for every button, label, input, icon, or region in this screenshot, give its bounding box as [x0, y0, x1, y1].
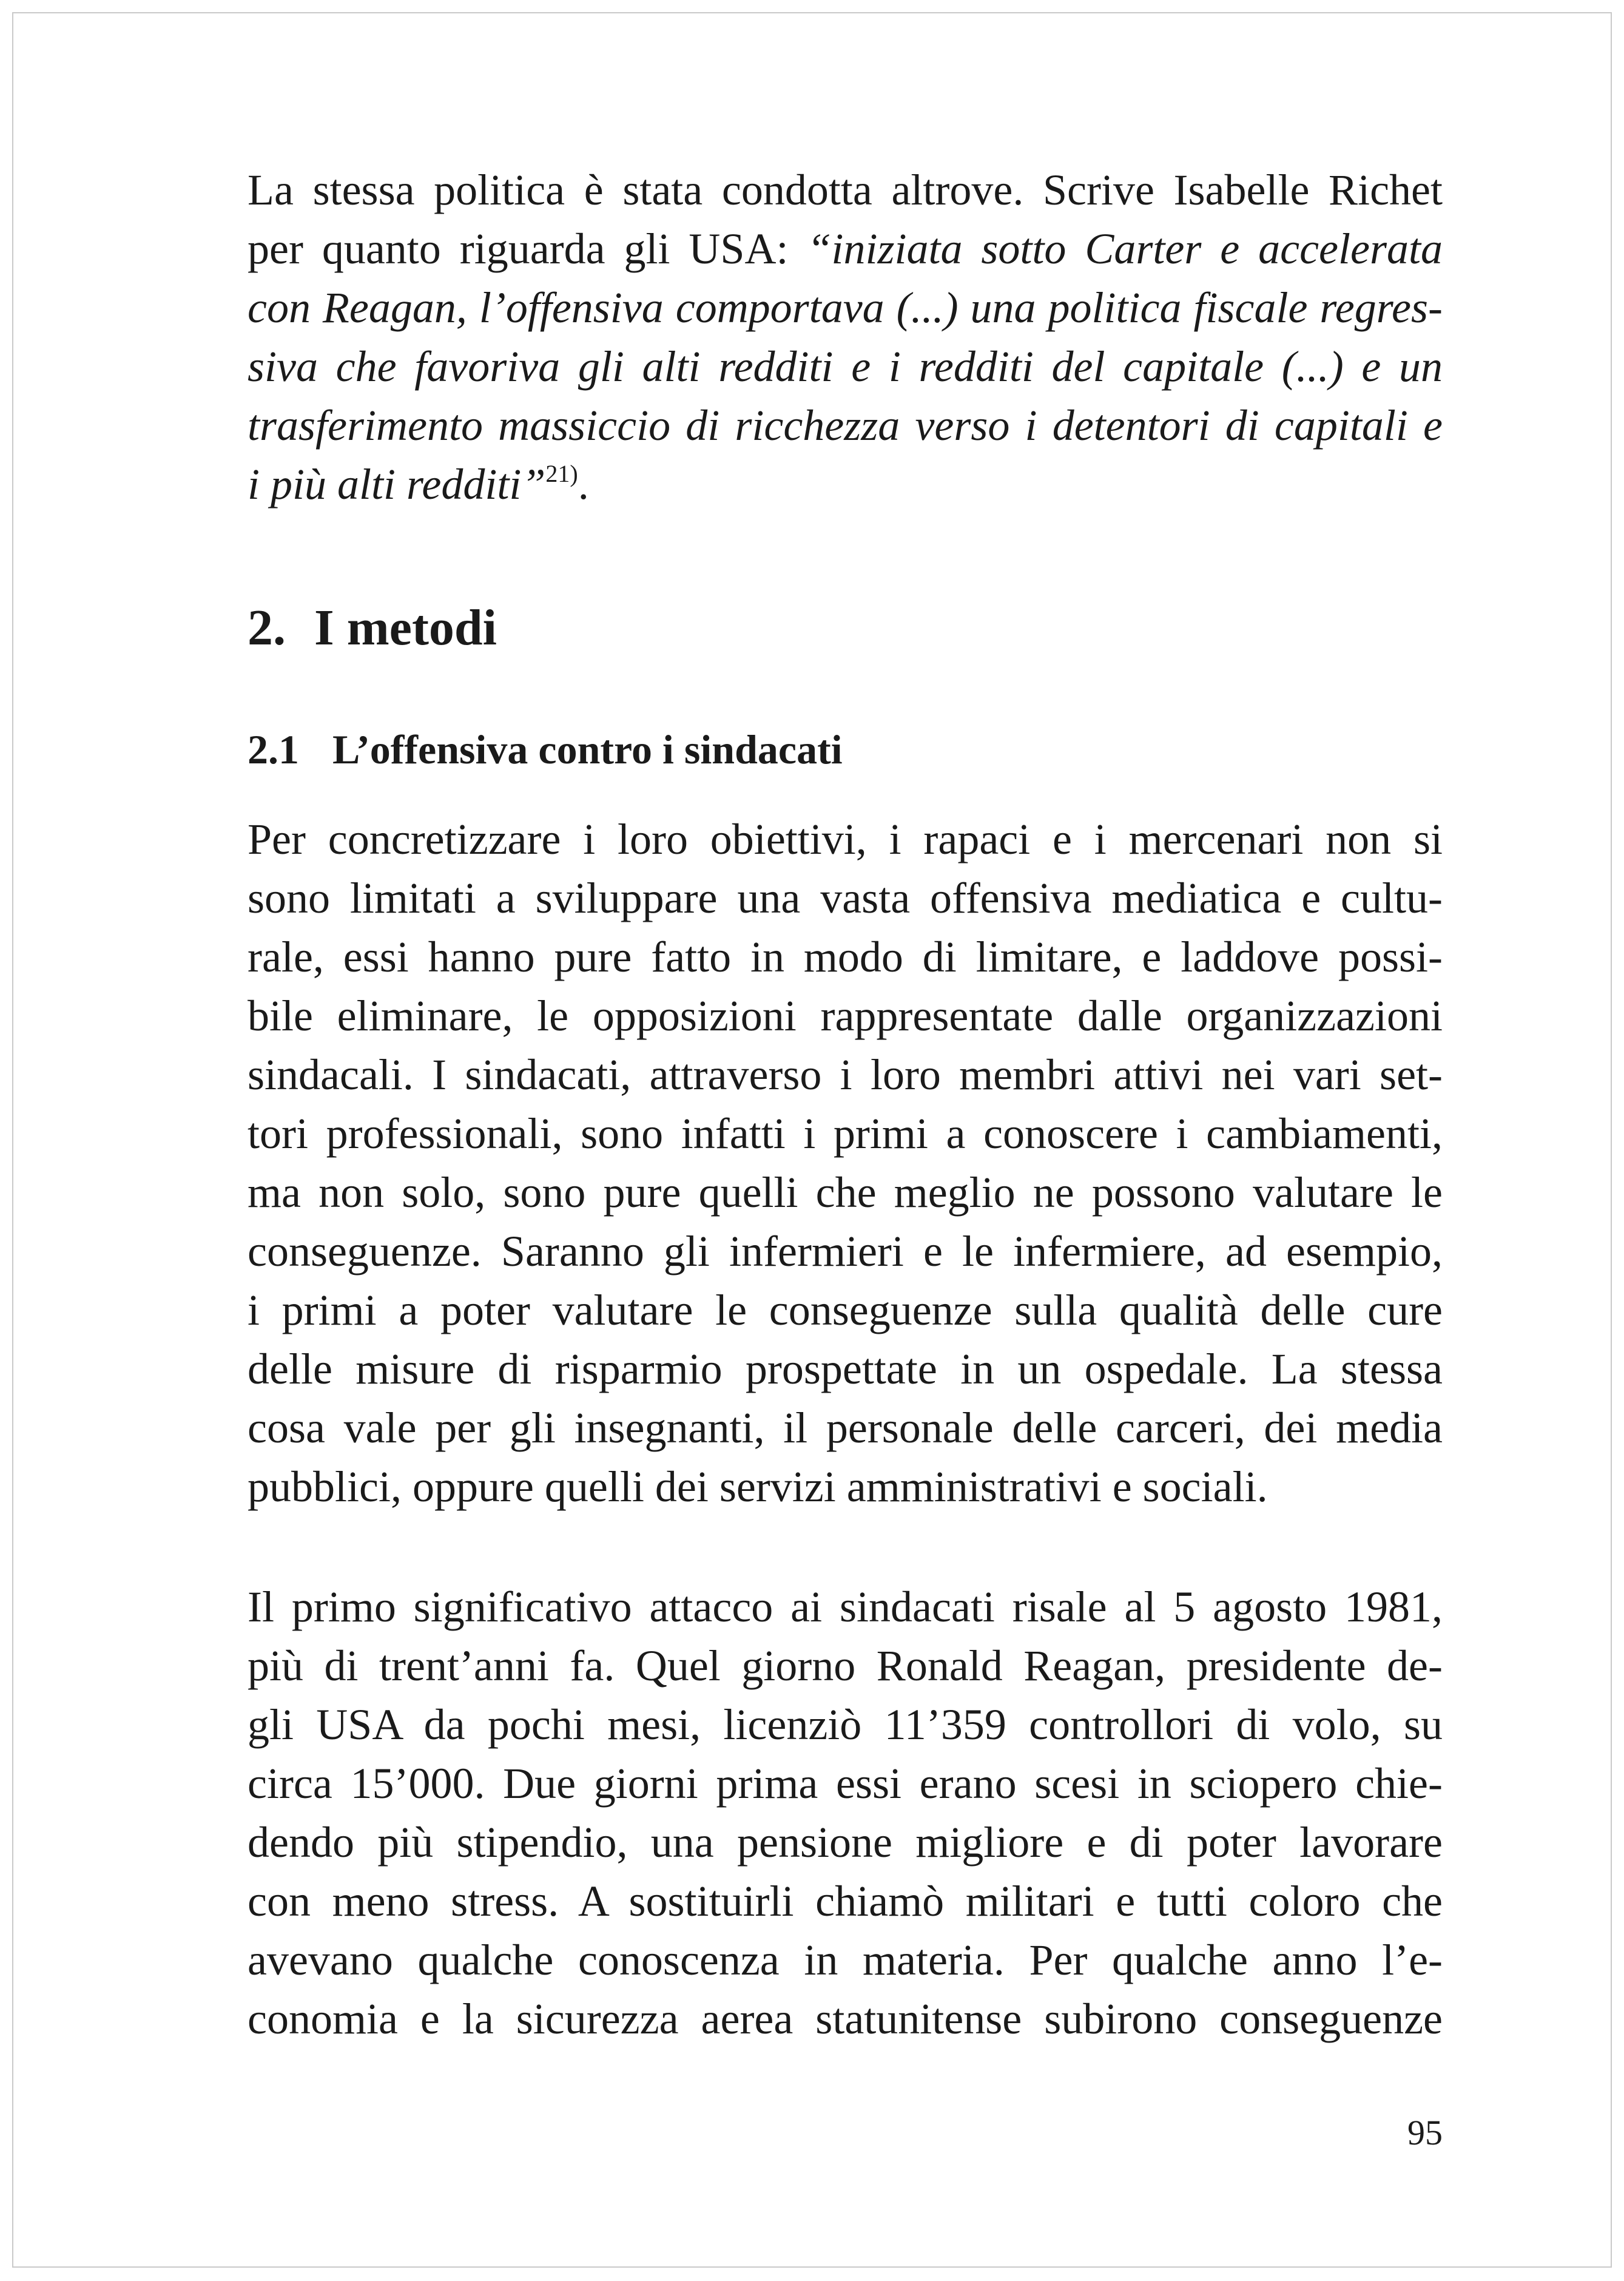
subsection-heading	[248, 722, 843, 777]
paragraph-line: cosa vale per gli insegnanti, il personale delle carceri, dei media	[248, 1404, 1443, 1452]
paragraph-line: gli USA da pochi mesi, licenziò 11’359 controllori di volo, su	[248, 1700, 1443, 1749]
quote-text: i più alti redditi”	[248, 460, 546, 509]
paragraph-line: bile eliminare, le opposizioni rappresentate dalle organizzazioni	[248, 992, 1443, 1040]
paragraph-line: i primi a poter valutare le conseguenze sulla qualità delle cure	[248, 1286, 1443, 1334]
paragraph-line: più di trent’anni fa. Quel giorno Ronald Reagan, presidente de-	[248, 1641, 1443, 1690]
paragraph-line: conomia e la sicurezza aerea statunitense subirono conseguenze	[248, 1995, 1443, 2043]
paragraph-line: con meno stress. A sostituirli chiamò militari e tutti coloro che	[248, 1877, 1443, 1925]
body-paragraph	[248, 810, 1443, 1516]
paragraph-line: circa 15’000. Due giorni prima essi erano scesi in sciopero chie-	[248, 1759, 1443, 1808]
paragraph-line: conseguenze. Saranno gli infermieri e le infermiere, ad esempio,	[248, 1227, 1443, 1276]
subsection-number: 2.1	[248, 726, 299, 772]
intro-paragraph	[248, 161, 1443, 514]
paragraph-line: ma non solo, sono pure quelli che meglio ne possono valutare le	[248, 1168, 1443, 1217]
intro-line-text: per quanto riguarda gli USA:	[248, 225, 807, 273]
page-number: 95	[1407, 2113, 1443, 2152]
intro-line	[248, 337, 1443, 396]
section-number: 2.	[248, 600, 286, 656]
quote-text: siva che favoriva gli alti redditi e i redditi del capitale (...) e un	[248, 342, 1443, 391]
paragraph-line: pubblici, oppure quelli dei servizi amministrativi e sociali.	[248, 1462, 1268, 1511]
section-title: I metodi	[314, 600, 497, 656]
paragraph-line: avevano qualche conoscenza in materia. Per qualche anno l’e-	[248, 1936, 1443, 1984]
paragraph-line: Per concretizzare i loro obiettivi, i rapaci e i mercenari non si	[248, 815, 1443, 863]
intro-line	[248, 455, 1443, 514]
paragraph-line: rale, essi hanno pure fatto in modo di limitare, e laddove possi-	[248, 933, 1443, 981]
intro-line	[248, 161, 1443, 220]
intro-line-text: La stessa politica è stata condotta altrove. Scrive Isabelle Richet	[248, 166, 1443, 214]
paragraph-line: dendo più stipendio, una pensione migliore e di poter lavorare	[248, 1818, 1443, 1867]
quote-text: “iniziata sotto Carter e accelerata	[807, 225, 1443, 273]
footnote-reference[interactable]: 21)	[545, 460, 578, 487]
section-heading	[248, 598, 497, 658]
paragraph-line: Il primo significativo attacco ai sindacati risale al 5 agosto 1981,	[248, 1583, 1443, 1631]
quote-text: con Reagan, l’offensiva comportava (...) una politica fiscale regres-	[248, 283, 1443, 332]
intro-line	[248, 279, 1443, 337]
intro-line-text: .	[578, 460, 589, 509]
intro-line	[248, 396, 1443, 455]
intro-line	[248, 220, 1443, 279]
paragraph-line: sindacali. I sindacati, attraverso i loro membri attivi nei vari set-	[248, 1050, 1443, 1099]
quote-text: trasferimento massiccio di ricchezza verso i detentori di capitali e	[248, 401, 1443, 450]
body-paragraph	[248, 1578, 1443, 2049]
paragraph-line: delle misure di risparmio prospettate in un ospedale. La stessa	[248, 1345, 1443, 1393]
subsection-title: L’offensiva contro i sindacati	[332, 726, 843, 772]
paragraph-line: sono limitati a sviluppare una vasta offensiva mediatica e cultu-	[248, 874, 1443, 922]
paragraph-line: tori professionali, sono infatti i primi a conoscere i cambiamenti,	[248, 1109, 1443, 1158]
